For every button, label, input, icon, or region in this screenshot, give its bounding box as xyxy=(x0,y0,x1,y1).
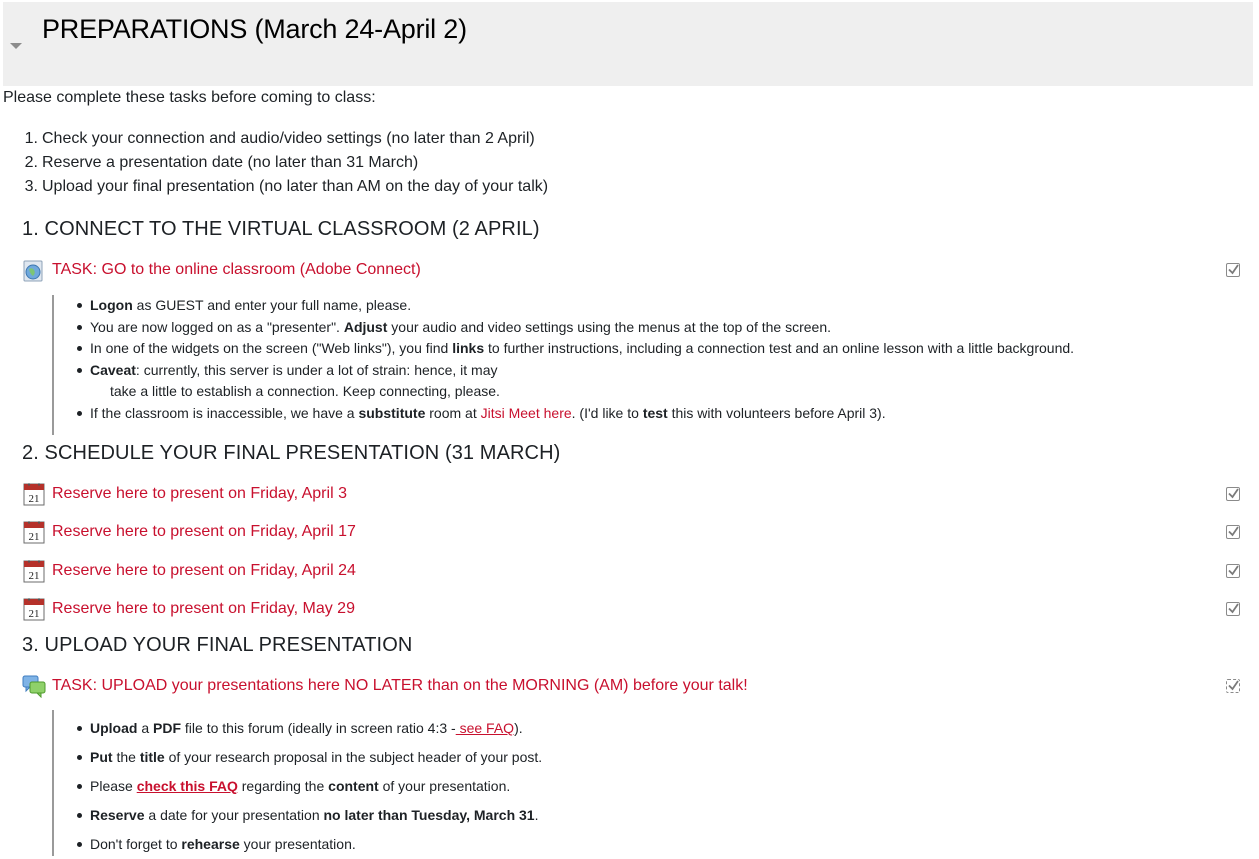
bold-text: Logon xyxy=(90,297,133,313)
instructions-list xyxy=(72,295,1074,424)
bold-text: content xyxy=(328,778,379,794)
content-divider xyxy=(52,710,54,856)
list-item xyxy=(72,801,542,830)
task-number: 1. xyxy=(24,130,38,147)
activity-link[interactable]: TASK: GO to the online classroom (Adobe Connect) xyxy=(52,261,421,278)
completion-checkbox[interactable] xyxy=(1226,525,1240,539)
text: . xyxy=(534,807,539,823)
checkmark-icon xyxy=(1228,680,1239,691)
jitsi-link[interactable]: Jitsi Meet here xyxy=(480,404,572,421)
text: You are now logged on as a "presenter". xyxy=(90,318,344,335)
section-heading: 1. CONNECT TO THE VIRTUAL CLASSROOM (2 APRIL) xyxy=(22,218,540,240)
activity-reserve-april-24[interactable] xyxy=(22,559,356,583)
list-item-continuation xyxy=(72,381,1074,403)
text: In one of the widgets on the screen ("Web links"), you find xyxy=(90,340,453,356)
checkmark-icon xyxy=(1228,264,1239,275)
text: . (I'd like to xyxy=(571,404,643,421)
collapse-caret-icon[interactable] xyxy=(10,43,22,49)
text: regarding the xyxy=(237,778,329,794)
check-faq-link[interactable]: check this FAQ xyxy=(136,778,238,794)
text: room at xyxy=(425,404,481,421)
task-list-item xyxy=(3,151,548,175)
completion-checkbox[interactable] xyxy=(1226,679,1240,693)
activity-link[interactable]: Reserve here to present on Friday, April 3 xyxy=(52,485,347,502)
task-list-item xyxy=(3,127,548,151)
bold-text: PDF xyxy=(153,720,182,736)
text: a date for your presentation xyxy=(144,807,324,823)
url-globe-icon xyxy=(22,258,46,282)
list-item xyxy=(72,403,1074,425)
section-heading: 3. UPLOAD YOUR FINAL PRESENTATION xyxy=(22,634,413,656)
list-item xyxy=(72,338,1074,360)
checkmark-icon xyxy=(1228,526,1239,537)
checkmark-icon xyxy=(1228,565,1239,576)
text: of your presentation. xyxy=(378,778,511,794)
calendar-icon xyxy=(22,597,46,621)
instructions-list xyxy=(72,714,542,859)
task-number: 3. xyxy=(24,178,38,195)
task-text: Upload your final presentation (no later than AM on the day of your talk) xyxy=(42,178,549,195)
text: take a little to establish a connection. Keep connecting, please. xyxy=(110,383,500,399)
bold-text: test xyxy=(642,404,668,421)
bold-text: Upload xyxy=(90,720,138,736)
activity-link[interactable]: Reserve here to present on Friday, April 24 xyxy=(52,562,356,579)
checkmark-icon xyxy=(1228,603,1239,614)
text: file to this forum (ideally in screen ratio 4:3 - xyxy=(181,720,456,736)
section-heading: 2. SCHEDULE YOUR FINAL PRESENTATION (31 MARCH) xyxy=(22,442,561,464)
list-item xyxy=(72,714,542,743)
svg-text:21: 21 xyxy=(28,570,40,582)
task-text: Check your connection and audio/video settings (no later than 2 April) xyxy=(42,130,535,147)
list-item xyxy=(72,295,1074,317)
bold-text: rehearse xyxy=(181,836,240,852)
page-title: PREPARATIONS (March 24-April 2) xyxy=(42,14,467,44)
bold-text: links xyxy=(452,340,485,356)
activity-adobe-connect[interactable] xyxy=(22,258,421,282)
calendar-icon xyxy=(22,482,46,506)
task-text: Reserve a presentation date (no later than 31 March) xyxy=(42,154,419,171)
checkmark-icon xyxy=(1228,488,1239,499)
text: ). xyxy=(514,720,523,736)
completion-checkbox[interactable] xyxy=(1226,602,1240,616)
text: to further instructions, including a connection test and an online lesson with a little background. xyxy=(484,340,1075,356)
bold-text: no later than Tuesday, March 31 xyxy=(323,807,535,823)
activity-upload-forum[interactable] xyxy=(22,674,748,698)
calendar-icon xyxy=(22,559,46,583)
list-item xyxy=(72,830,542,859)
text: of your research proposal in the subject header of your post. xyxy=(164,749,543,765)
intro-text: Please complete these tasks before coming to class: xyxy=(3,89,376,106)
list-item xyxy=(72,743,542,772)
content-divider xyxy=(52,295,54,435)
section-header xyxy=(3,2,1253,86)
activity-link[interactable]: TASK: UPLOAD your presentations here NO LATER than on the MORNING (AM) before your talk! xyxy=(52,677,748,694)
text: a xyxy=(137,720,154,736)
list-item xyxy=(72,360,1074,382)
completion-checkbox[interactable] xyxy=(1226,564,1240,578)
text: If the classroom is inaccessible, we have a xyxy=(90,404,359,421)
text: the xyxy=(112,749,140,765)
task-number: 2. xyxy=(24,154,38,171)
text: your audio and video settings using the menus at the top of the screen. xyxy=(387,318,832,335)
text: as GUEST and enter your full name, please. xyxy=(132,297,412,313)
svg-text:21: 21 xyxy=(28,531,40,543)
completion-checkbox[interactable] xyxy=(1226,263,1240,277)
activity-reserve-april-3[interactable] xyxy=(22,482,347,506)
svg-text:21: 21 xyxy=(28,608,40,620)
text: Please xyxy=(90,778,137,794)
task-list-item xyxy=(3,175,548,199)
activity-link[interactable]: Reserve here to present on Friday, May 29 xyxy=(52,600,355,617)
bold-text: substitute xyxy=(358,404,426,421)
bold-text: Caveat xyxy=(90,361,136,378)
see-faq-link[interactable]: see FAQ xyxy=(455,720,515,736)
forum-icon xyxy=(22,674,46,698)
activity-reserve-may-29[interactable] xyxy=(22,597,355,621)
activity-link[interactable]: Reserve here to present on Friday, April 17 xyxy=(52,523,356,540)
bold-text: title xyxy=(139,749,165,765)
text: your presentation. xyxy=(239,836,356,852)
task-list xyxy=(3,127,548,199)
bold-text: Put xyxy=(90,749,113,765)
list-item xyxy=(72,317,1074,339)
text: this with volunteers before April 3). xyxy=(667,404,886,421)
calendar-icon xyxy=(22,520,46,544)
completion-checkbox[interactable] xyxy=(1226,487,1240,501)
list-item xyxy=(72,772,542,801)
bold-text: Reserve xyxy=(90,807,145,823)
text: : currently, this server is under a lot of strain: hence, it may xyxy=(135,361,498,378)
bold-text: Adjust xyxy=(343,318,388,335)
activity-reserve-april-17[interactable] xyxy=(22,520,356,544)
text: Don't forget to xyxy=(90,836,182,852)
svg-text:21: 21 xyxy=(28,493,40,505)
